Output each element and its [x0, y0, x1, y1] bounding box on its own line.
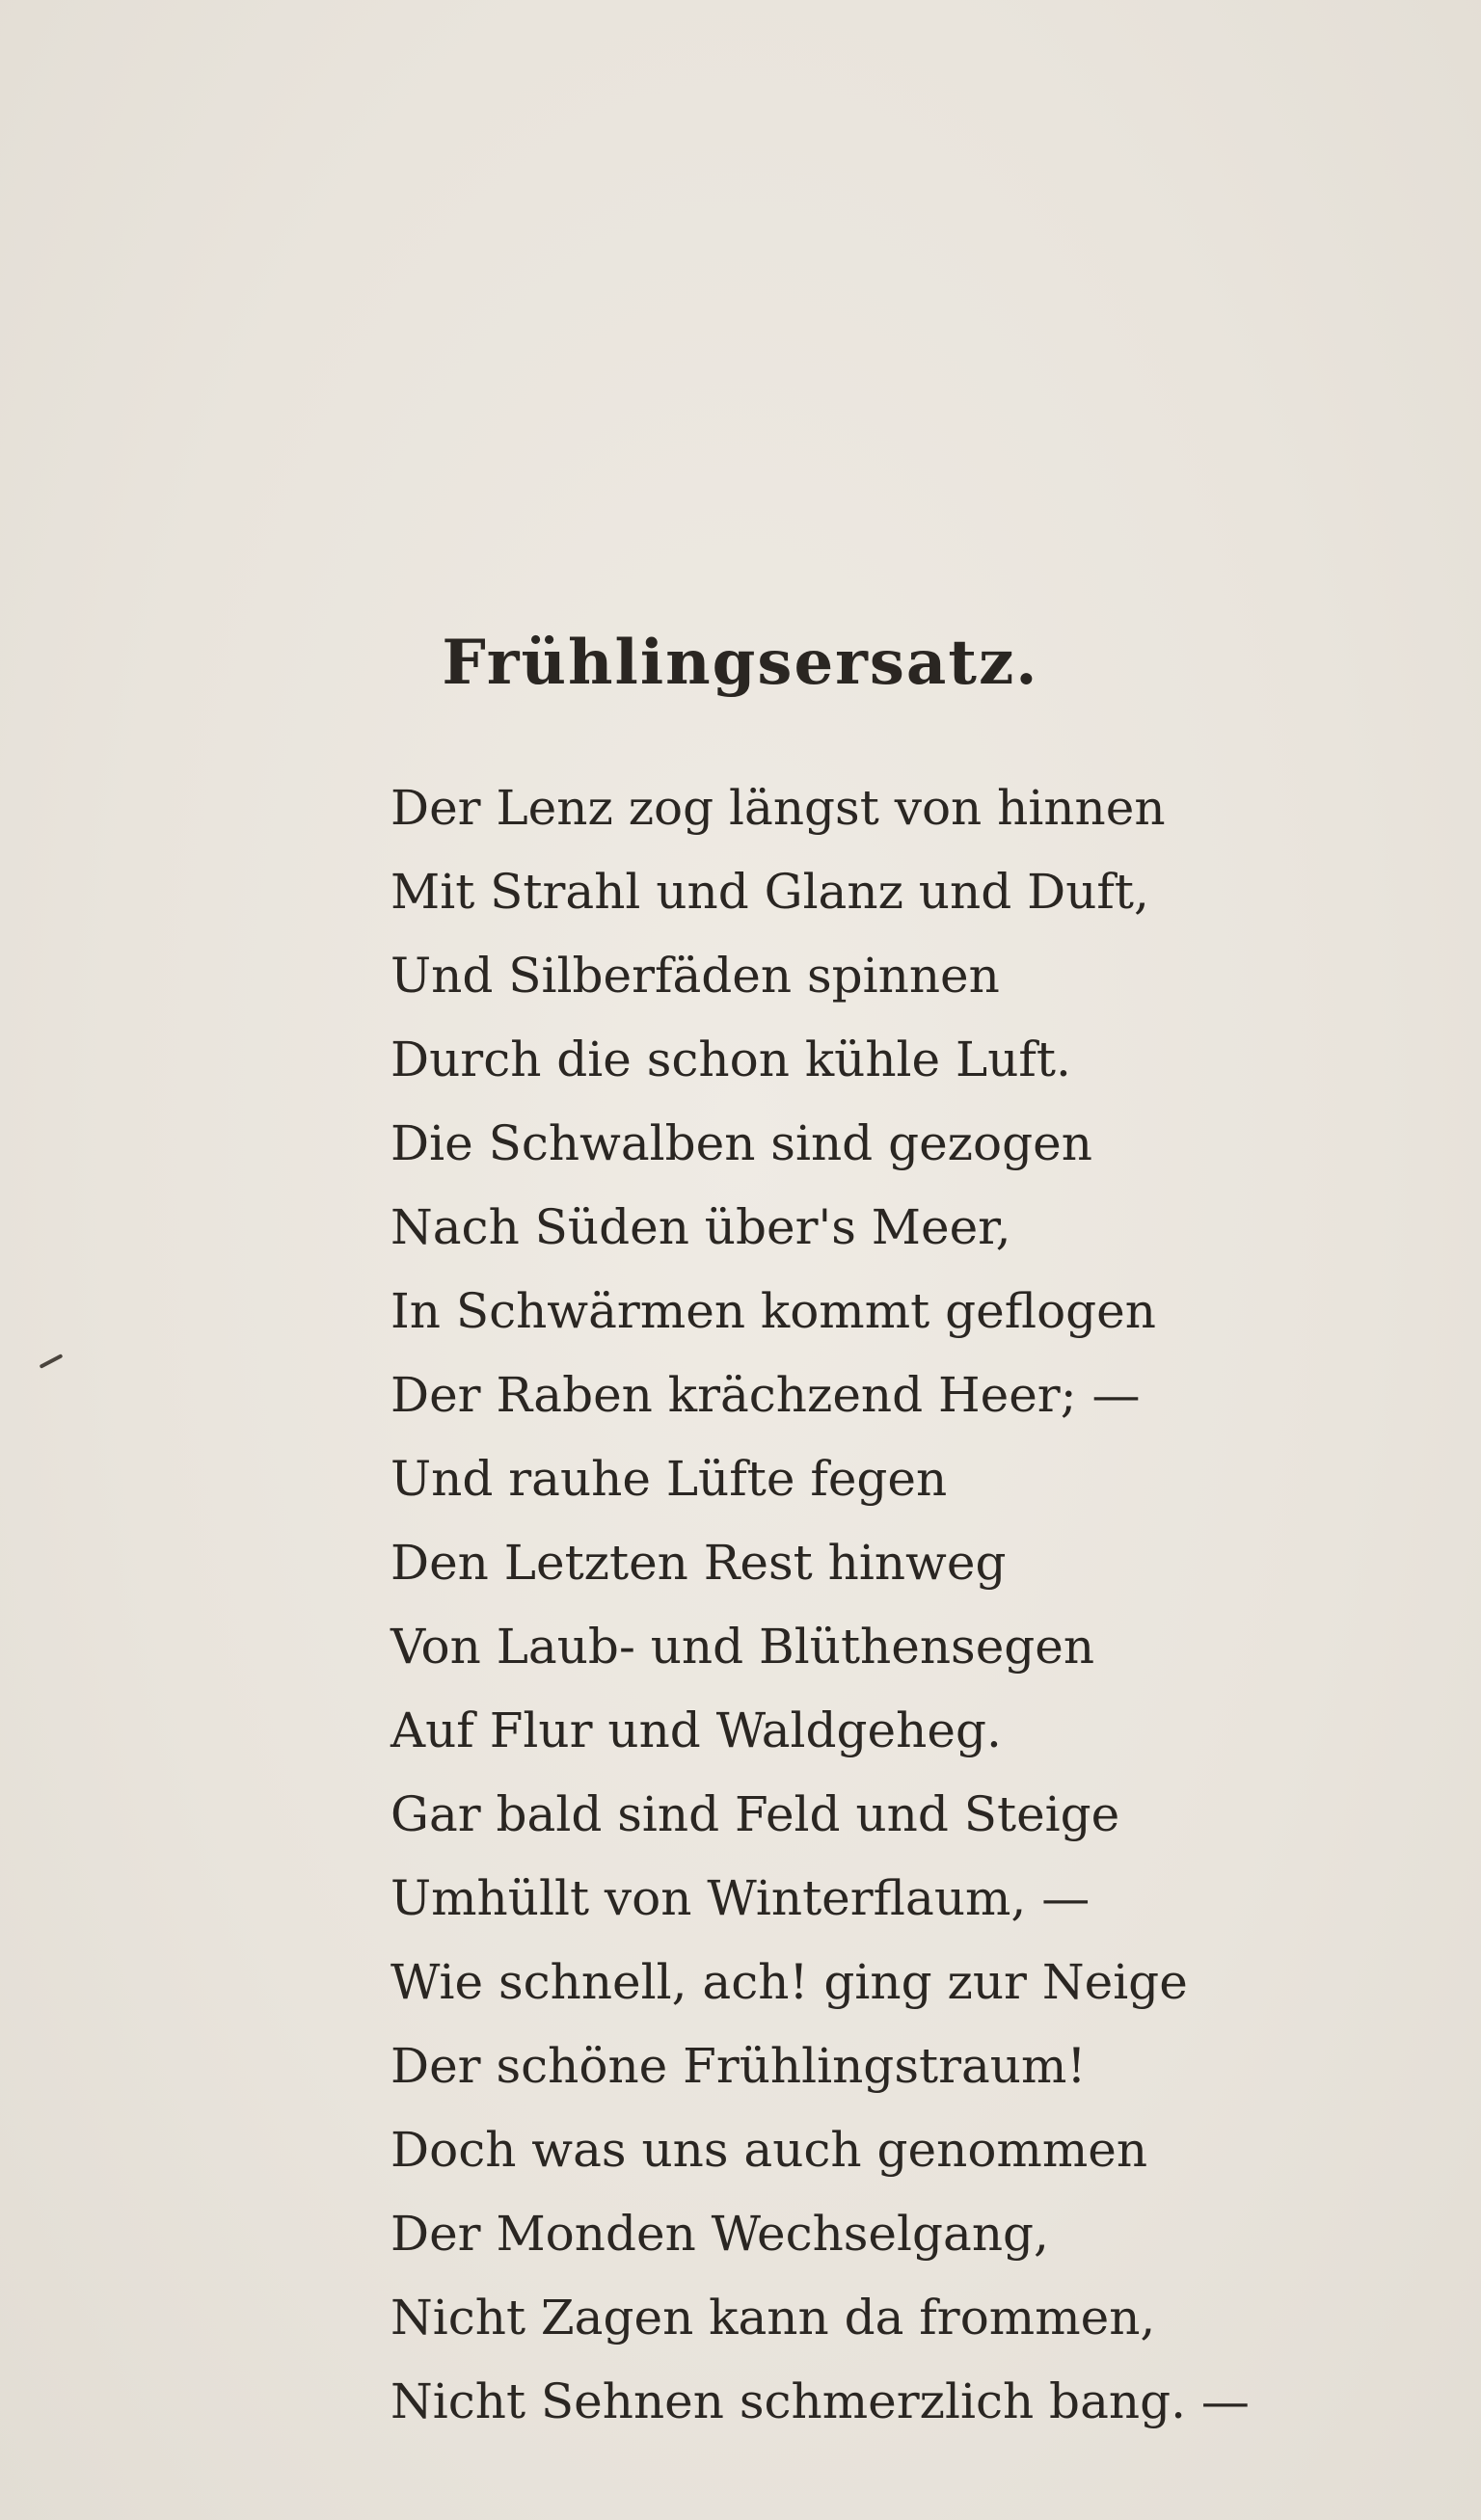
poem-title: Frühlingsersatz. [442, 627, 1039, 699]
poem-line: Mit Strahl und Glanz und Duft, [390, 864, 1149, 920]
poem-line: In Schwärmen kommt geflogen [390, 1283, 1156, 1339]
poem-line: Die Schwalben sind gezogen [390, 1115, 1092, 1171]
poem-line: Den Letzten Rest hinweg [390, 1535, 1007, 1591]
poem-line: Wie schnell, ach! ging zur Neige [390, 1954, 1188, 2010]
margin-pencil-mark [40, 1354, 64, 1369]
poem-line: Und Silberfäden spinnen [390, 948, 1000, 1004]
poem-line: Nicht Zagen kann da frommen, [390, 2290, 1156, 2346]
poem-line: Umhüllt von Winterflaum, — [390, 1870, 1091, 1926]
poem-line: Gar bald sind Feld und Steige [390, 1786, 1120, 1842]
poem-line: Auf Flur und Waldgeheg. [390, 1702, 1002, 1758]
poem-line: Und rauhe Lüfte fegen [390, 1451, 948, 1507]
poem-line: Der schöne Frühlingstraum! [390, 2038, 1087, 2094]
poem-line: Nach Süden über's Meer, [390, 1199, 1011, 1255]
poem-line: Durch die schon kühle Luft. [390, 1032, 1071, 1087]
poem-line: Der Raben krächzend Heer; — [390, 1367, 1141, 1423]
poem-line: Der Monden Wechselgang, [390, 2206, 1049, 2262]
poem-line: Nicht Sehnen schmerzlich bang. — [390, 2373, 1250, 2429]
poem-line: Der Lenz zog längst von hinnen [390, 780, 1166, 836]
poem-line: Doch was uns auch genommen [390, 2122, 1148, 2178]
poem-line: Von Laub- und Blüthensegen [390, 1619, 1095, 1675]
poem-body [390, 766, 1451, 2444]
